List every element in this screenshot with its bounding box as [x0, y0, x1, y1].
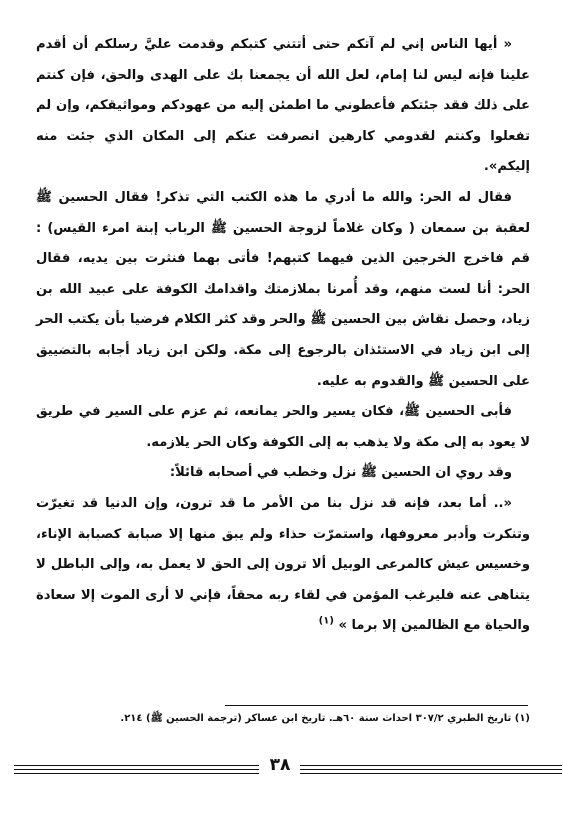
page-number-rule-left	[14, 765, 259, 775]
footnote-marker: (١)	[318, 615, 334, 627]
body-text	[36, 30, 530, 642]
footnote-divider	[225, 705, 528, 706]
paragraph-5	[36, 489, 530, 642]
paragraph-3: فأبى الحسين ﷺ، فكان يسير والحر يمانعه، ثم عزم على السير في طريق لا يعود به إلى مكة ولا يذهب به إلى الكوفة وكان الحر يلازمه.	[36, 404, 530, 450]
paragraph-2: فقال له الحر: والله ما أدري ما هذه الكتب التي تذكر! فقال الحسين ﷺ لعقبة بن سمعان ( وكان غلاماً لزوجة الحسين ﷺ الرباب إبنة امرء القيس) : قم فاخرج الخرجين الذين فيهما كتبهم! فأتى بهما فنثرت بين يديه، فقال الحر: أنا لست منهم، وقد أُمرنا بملازمتك واقدامك الكوفة على عبيد الله بن زياد، وحصل نقاش بين الحسين ﷺ والحر وقد كثر الكلام فرضيا بأن يكتب الحر إلى ابن زياد في الاستئذان بالرجوع إلى مكة. ولكن ابن زياد أجابه بالتضييق على الحسين ﷺ والقدوم به عليه.	[36, 189, 530, 389]
page-number-rule-right	[300, 765, 562, 775]
paragraph-1: « أيها الناس إني لم آتكم حتى أتتني كتبكم وقدمت عليَّ رسلكم أن أقدم علينا فإنه ليس لنا إمام، لعل الله أن يجمعنا بك على الهدى والحق، فإن كنتم على ذلك فقد جئتكم فأعطوني ما اطمئن إليه من عهودكم ومواثيقكم، وإن لم تفعلوا وكنتم لقدومي كارهين انصرفت عنكم إلى المكان الذي جئت منه إليكم».	[36, 37, 530, 175]
footnote: (١) تاريخ الطبري ٣٠٧/٢ احداث سنة ٦٠هـ. تاريخ ابن عساكر (ترجمة الحسين ﷺ) ٢١٤.	[120, 713, 530, 724]
paragraph-5-text: «.. أما بعد، فإنه قد نزل بنا من الأمر ما قد ترون، وإن الدنيا قد تغيرّت وتنكرت وأدبر معروفها، واستمرّت حذاء ولم يبق منها إلا صبابة كصبابة الإناء، وخسيس عيش كالمرعى الوبيل ألا ترون إلى الحق لا يعمل به، وإلى الباطل لا يتناهى عنه فليرغب المؤمن في لقاء ربه محقاً، فإني لا أرى الموت إلا سعادة والحياة مع الظالمين إلا برما »	[36, 495, 530, 634]
paragraph-4: وقد روي ان الحسين ﷺ نزل وخطب في أصحابه قائلاً:	[169, 465, 512, 481]
page-number: ٣٨	[269, 755, 291, 775]
